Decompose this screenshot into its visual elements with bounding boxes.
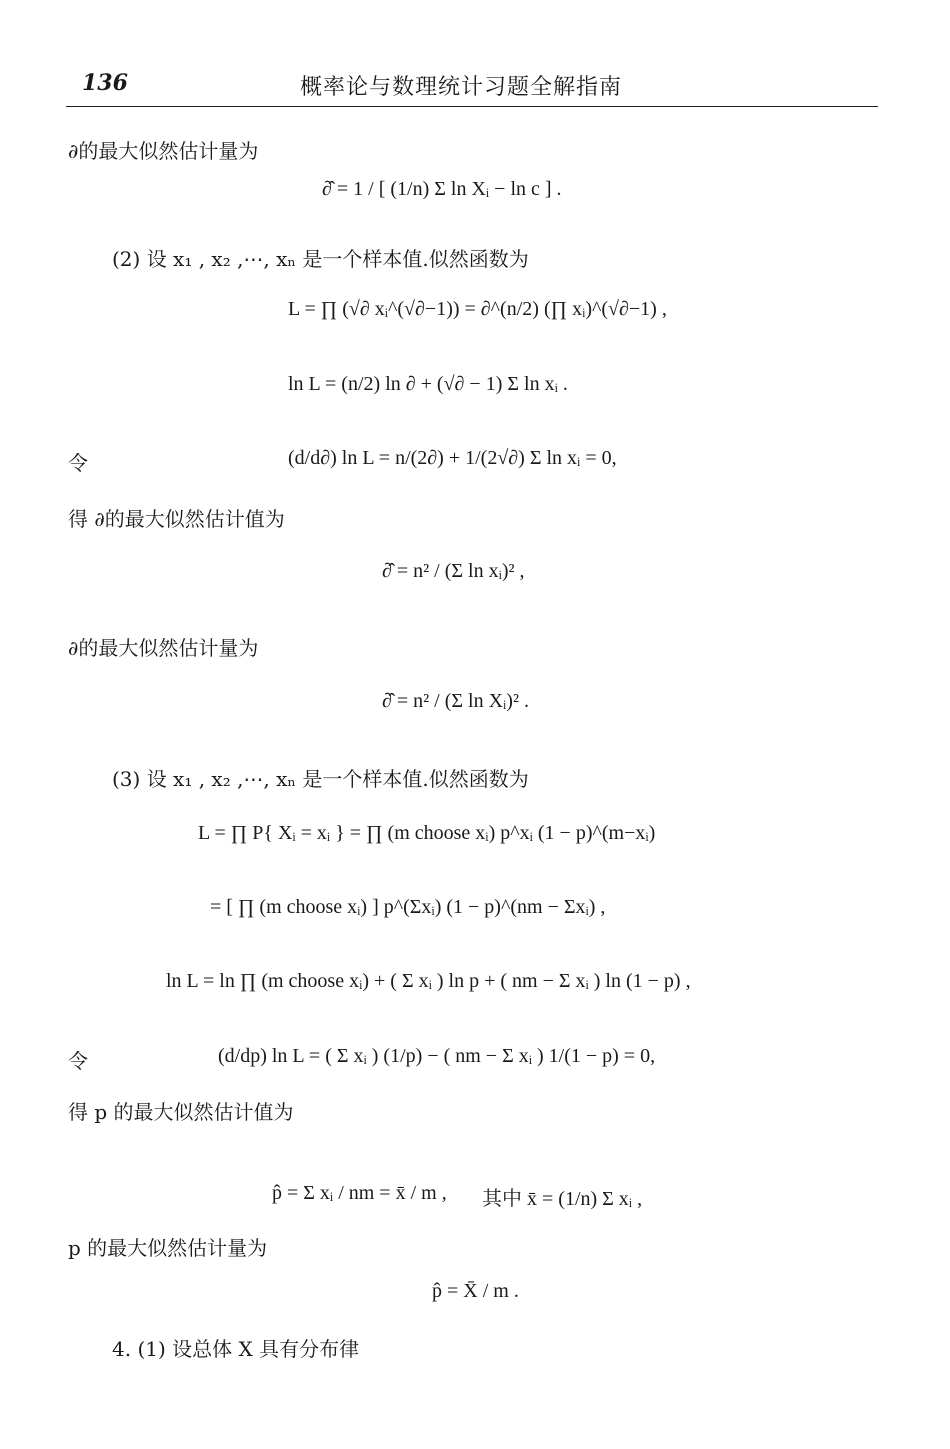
equation: ∂̂ = n² / (Σ ln xᵢ)² ,	[382, 560, 525, 582]
equation: ∂̂ = n² / (Σ ln Xᵢ)² .	[382, 690, 529, 712]
equation: ln L = (n/2) ln ∂ + (√∂ − 1) Σ ln xᵢ .	[288, 373, 568, 395]
equation: p̂ = X̄ / m .	[432, 1280, 519, 1302]
equation: ln L = ln ∏ (m choose xᵢ) + ( Σ xᵢ ) ln p + ( nm − Σ xᵢ ) ln (1 − p) ,	[166, 970, 691, 992]
text-line: 得 ∂的最大似然估计值为	[68, 507, 285, 531]
equation: (d/d∂) ln L = n/(2∂) + 1/(2√∂) Σ ln xᵢ = 0,	[288, 447, 617, 469]
book-title: 概率论与数理统计习题全解指南	[300, 75, 623, 100]
equation: (d/dp) ln L = ( Σ xᵢ ) (1/p) − ( nm − Σ xᵢ ) 1/(1 − p) = 0,	[218, 1045, 656, 1067]
equation: L = ∏ P{ Xᵢ = xᵢ } = ∏ (m choose xᵢ) p^xᵢ (1 − p)^(m−xᵢ)	[198, 822, 656, 844]
text-line: 令	[68, 1049, 88, 1073]
text-line: ∂的最大似然估计量为	[68, 636, 259, 660]
text-line: 令	[68, 451, 88, 475]
text-line: 得 p 的最大似然估计值为	[68, 1100, 294, 1124]
equation: 其中 x̄ = (1/n) Σ xᵢ ,	[482, 1188, 643, 1210]
text-line: (2) 设 x₁ , x₂ ,⋯, xₙ 是一个样本值.似然函数为	[112, 247, 529, 271]
text-line: ∂的最大似然估计量为	[68, 139, 259, 163]
header-rule	[66, 106, 878, 107]
equation: L = ∏ (√∂ xᵢ^(√∂−1)) = ∂^(n/2) (∏ xᵢ)^(√∂−1) ,	[288, 298, 667, 320]
text-line: 4. (1) 设总体 X 具有分布律	[112, 1337, 360, 1361]
text-line: p 的最大似然估计量为	[68, 1236, 268, 1260]
equation: p̂ = Σ xᵢ / nm = x̄ / m ,	[272, 1182, 447, 1204]
text-line: (3) 设 x₁ , x₂ ,⋯, xₙ 是一个样本值.似然函数为	[112, 767, 529, 791]
equation: ∂̂ = 1 / [ (1/n) Σ ln Xᵢ − ln c ] .	[322, 178, 562, 200]
page-number: 136	[82, 70, 128, 96]
equation: = [ ∏ (m choose xᵢ) ] p^(Σxᵢ) (1 − p)^(nm − Σxᵢ) ,	[210, 896, 606, 918]
